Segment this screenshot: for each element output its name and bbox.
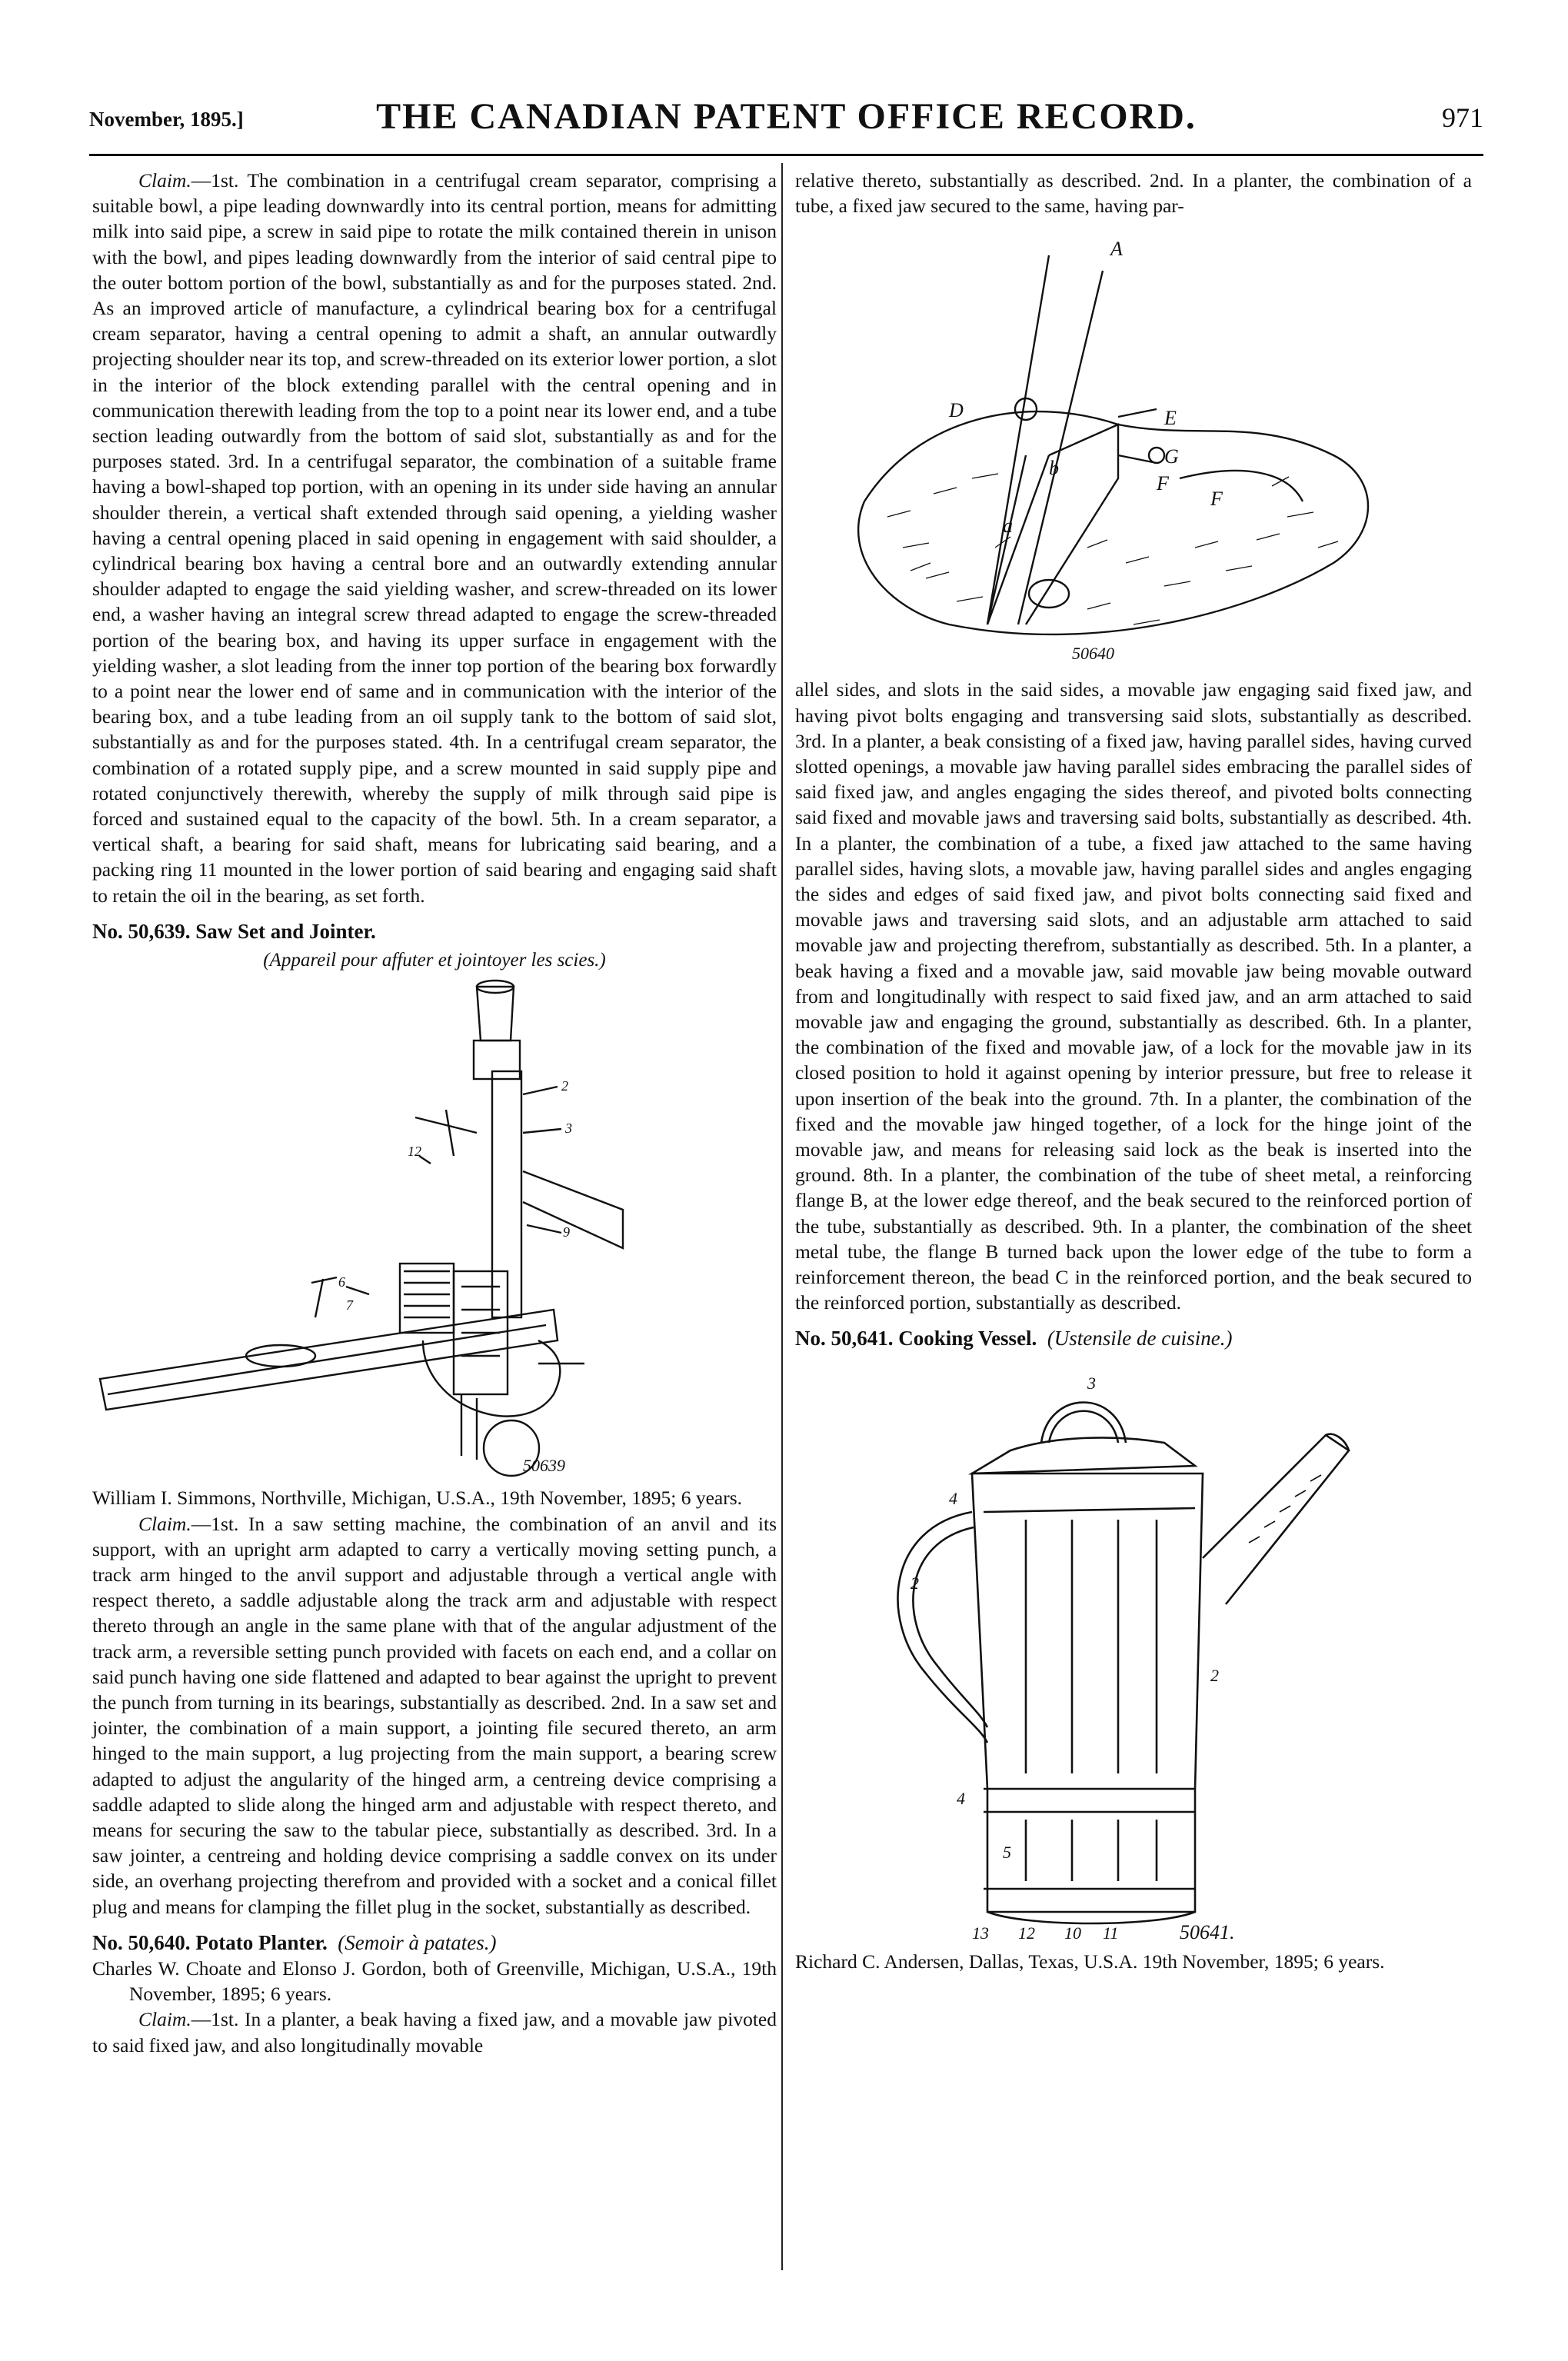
svg-text:4: 4 bbox=[949, 1488, 957, 1508]
svg-text:13: 13 bbox=[972, 1923, 989, 1943]
entry-50640-claim-cont-top: relative thereto, substantially as described. 2nd. In a planter, the combination of a tube, a fixed jaw secured to the same, having par- bbox=[795, 169, 1472, 218]
entry-50641-heading bbox=[795, 1326, 1472, 1351]
entry-50639-title: Saw Set and Jointer. bbox=[195, 919, 376, 943]
planter-drawing bbox=[795, 225, 1472, 671]
svg-text:D: D bbox=[949, 399, 964, 422]
entry-50639-french: (Appareil pour affuter et jointoyer les scies.) bbox=[263, 950, 606, 971]
svg-text:2: 2 bbox=[911, 1573, 919, 1593]
header-page-number: 971 bbox=[1442, 102, 1483, 133]
left-column bbox=[92, 168, 777, 2058]
svg-text:3: 3 bbox=[565, 1121, 572, 1137]
entry-50641-number: No. 50,641. bbox=[795, 1327, 894, 1350]
entry-50641-title: Cooking Vessel. bbox=[898, 1327, 1037, 1350]
entry-50640-title: Potato Planter. bbox=[195, 1930, 328, 1954]
svg-text:F: F bbox=[1157, 472, 1169, 495]
entry-50640-heading bbox=[92, 1930, 777, 1956]
entry-50640-inventor: Charles W. Choate and Elonso J. Gordon, both of Greenville, Michigan, U.S.A., 19th November, 1895; 6 years. bbox=[92, 1956, 777, 2006]
entry-50641-inventor: Richard C. Andersen, Dallas, Texas, U.S.A. 19th November, 1895; 6 years. bbox=[795, 1950, 1385, 1973]
svg-text:6: 6 bbox=[338, 1274, 345, 1290]
entry-50640-claim-cont: allel sides, and slots in the said sides, a movable jaw engaging said fixed jaw, and having pivot bolts engaging and transversing said slots, substantially as described. 3rd. In a planter, a beak consisting of a fixed jaw, having parallel sides, having curved slotted openings, a movable jaw having parallel sides embracing the parallel sides of said fixed jaw, and angles engaging the sides thereof, and pivoted bolts connecting said fixed and movable jaws and traversing said bolts, substantially as described. 4th. In a planter, the combination of a tube, a fixed jaw attached to the same having parallel sides, having slots, a movable jaw, having parallel sides and angles engaging the sides and edges of said fixed jaw, and pivot bolts connecting said fixed and movable jaws and traversing said slots, and an adjustable arm attached to said movable jaw and projecting therefrom, substantially as described. 5th. In a planter, a beak having a fixed and a movable jaw, said movable jaw being movable outward from and longitudinally with respect to said fixed jaw, and an arm attached to said movable jaw and engaging the ground, substantially as described. 6th. In a planter, the combination of the fixed and movable jaw, of a lock for the movable jaw in its closed position to hold it against opening by interior pressure, but free to release it upon insertion of the beak into the ground. 7th. In a planter, the combination of the fixed and the movable jaw hinged together, of a lock for the hinge joint of the movable jaw, and means for releasing said lock as the beak is inserted into the ground. 8th. In a planter, the combination of the tube of sheet metal, a reinforcing flange B, at the lower edge thereof, and the beak secured to the reinforced portion of the tube, substantially as described. 9th. In a planter, the combination of the sheet metal tube, the flange B turned back upon the lower edge of the tube to form a reinforcement thereon, the bead C in the reinforced portion, and the beak secured to the reinforced portion, substantially as described. bbox=[795, 678, 1472, 1314]
svg-text:9: 9 bbox=[563, 1224, 570, 1240]
column-divider bbox=[781, 163, 783, 2270]
entry-50640-french: (Semoir à patates.) bbox=[338, 1930, 497, 1954]
svg-text:2: 2 bbox=[1210, 1665, 1219, 1685]
svg-text:3: 3 bbox=[1087, 1373, 1096, 1393]
svg-text:2: 2 bbox=[561, 1078, 568, 1094]
entry-50639-claim: Claim.—1st. In a saw setting machine, the combination of an anvil and its support, with an upright arm adapted to carry a vertically moving setting punch, a track arm hinged to the anvil support and adjustable through a vertical angle with respect thereto, a saddle adjustable along the track arm and adjustable with respect thereto through an angle in the same plane with that of the angular adjustment of the track arm, a reversible setting punch provided with facets on each end, and a collar on said punch having one side flattened and adapted to bear against the upright to prevent the punch from turning in its bearings, substantially as described. 2nd. In a saw set and jointer, the combination of a main support, a jointing file secured thereto, an arm hinged to the main support, a lug projecting from the main support, a bearing screw adapted to adjust the angularity of the hinged arm, a centreing device comprising a saddle adapted to slide along the hinged arm and adjustable with respect thereto, and means for securing the saw to the tabular piece, substantially as described. 3rd. In a saw jointer, a centreing and holding device comprising a saddle convex on its under side, an overhang projecting therefrom and provided with a socket and a conical fillet plug and means for clamping the fillet plug in the socket, substantially as described. bbox=[92, 1512, 777, 1918]
cooking-vessel-figure-number: 50641. bbox=[1180, 1920, 1235, 1943]
svg-text:G: G bbox=[1164, 445, 1179, 468]
entry-50639-heading bbox=[92, 919, 777, 944]
claim-label: Claim. bbox=[138, 169, 191, 191]
svg-text:b: b bbox=[1049, 457, 1059, 480]
saw-set-figure bbox=[92, 979, 777, 1479]
entry-50640-number: No. 50,640. bbox=[92, 1930, 191, 1954]
claim-label: Claim. bbox=[138, 1512, 191, 1535]
claim-50638-text: Claim.—1st. The combination in a centrifugal cream separator, comprising a suitable bowl, a pipe leading downwardly into its central portion, means for admitting milk into said pipe, a screw in said pipe to rotate the milk contained therein in unison with the bowl, and pipes leading downwardly from the interior of said central pipe to the outer bottom portion of the bowl, substantially as and for the purposes stated. 2nd. As an improved article of manufacture, a cylindrical bearing box for a centrifugal cream separator, having a central opening to admit a shaft, an annular outwardly projecting shoulder near its top, and screw-threaded on its exterior lower portion, a slot in the interior of the block extending parallel with the central opening and in communication therewith leading from the top to a point near its lower end, and a tube section leading outwardly from the bottom of said slot, substantially as and for the purposes stated. 3rd. In a centrifugal separator, the combination of a suitable frame having a bowl-shaped top portion, with an opening in its under side having an annular shoulder therein, a vertical shaft extended through said opening, a yielding washer having a central opening placed in said opening in engagement with said shoulder, a cylindrical bearing box having a central bore and an outwardly extending annular shoulder adapted to engage the said yielding washer, and screw-threaded on its lower end, a washer having an integral screw thread adapted to engage the screw-threaded portion of the bearing box, and having its upper surface in engagement with the yielding washer, a slot leading from the inner top portion of the bearing box forwardly to a point near the lower end of same and in communication with the interior of the bearing box, and a tube leading from an oil supply tank to the bottom of said slot, substantially as and for the purposes stated. 4th. In a centrifugal cream separator, the combination of a rotated supply pipe, and a screw mounted in said supply pipe and rotated conjunctively therewith, whereby the supply of milk through said pipe is forced and sustained equal to the capacity of the bowl. 5th. In a cream separator, a vertical shaft, a bearing for said shaft, means for lubricating said bearing, and a packing ring 11 mounted in the lower portion of said bearing and engaging said shaft to retain the oil in the bearing, as set forth. bbox=[92, 169, 777, 907]
entry-50641-french: (Ustensile de cuisine.) bbox=[1047, 1327, 1233, 1350]
svg-text:a: a bbox=[1003, 514, 1013, 538]
svg-text:5: 5 bbox=[1003, 1842, 1011, 1862]
saw-set-figure-number: 50639 bbox=[523, 1456, 565, 1476]
svg-text:E: E bbox=[1164, 407, 1177, 430]
header-date: November, 1895.] bbox=[89, 108, 244, 131]
page-header bbox=[89, 91, 1483, 152]
svg-text:7: 7 bbox=[346, 1297, 353, 1314]
planter-figure bbox=[795, 225, 1472, 671]
entry-50639-number: No. 50,639. bbox=[92, 919, 191, 943]
svg-text:4: 4 bbox=[957, 1788, 965, 1808]
svg-text:A: A bbox=[1110, 238, 1123, 261]
header-rule bbox=[89, 154, 1483, 156]
cooking-vessel-drawing bbox=[795, 1358, 1472, 1943]
saw-set-drawing bbox=[92, 979, 777, 1479]
entry-50640-claim-start: Claim.—1st. In a planter, a beak having a fixed jaw, and a movable jaw pivoted to said fixed jaw, and also longitudinally movable bbox=[92, 2008, 777, 2056]
svg-text:F: F bbox=[1210, 488, 1223, 511]
svg-text:12: 12 bbox=[408, 1144, 421, 1160]
right-column bbox=[795, 168, 1472, 1974]
svg-text:12: 12 bbox=[1018, 1923, 1035, 1943]
planter-figure-number: 50640 bbox=[1072, 644, 1114, 664]
claim-label: Claim. bbox=[138, 2008, 191, 2031]
cooking-vessel-figure bbox=[795, 1358, 1472, 1943]
header-title: THE CANADIAN PATENT OFFICE RECORD. bbox=[376, 96, 1197, 137]
svg-text:11: 11 bbox=[1103, 1923, 1119, 1943]
entry-50639-inventor: William I. Simmons, Northville, Michigan, U.S.A., 19th November, 1895; 6 years. bbox=[92, 1487, 743, 1510]
svg-text:10: 10 bbox=[1064, 1923, 1081, 1943]
